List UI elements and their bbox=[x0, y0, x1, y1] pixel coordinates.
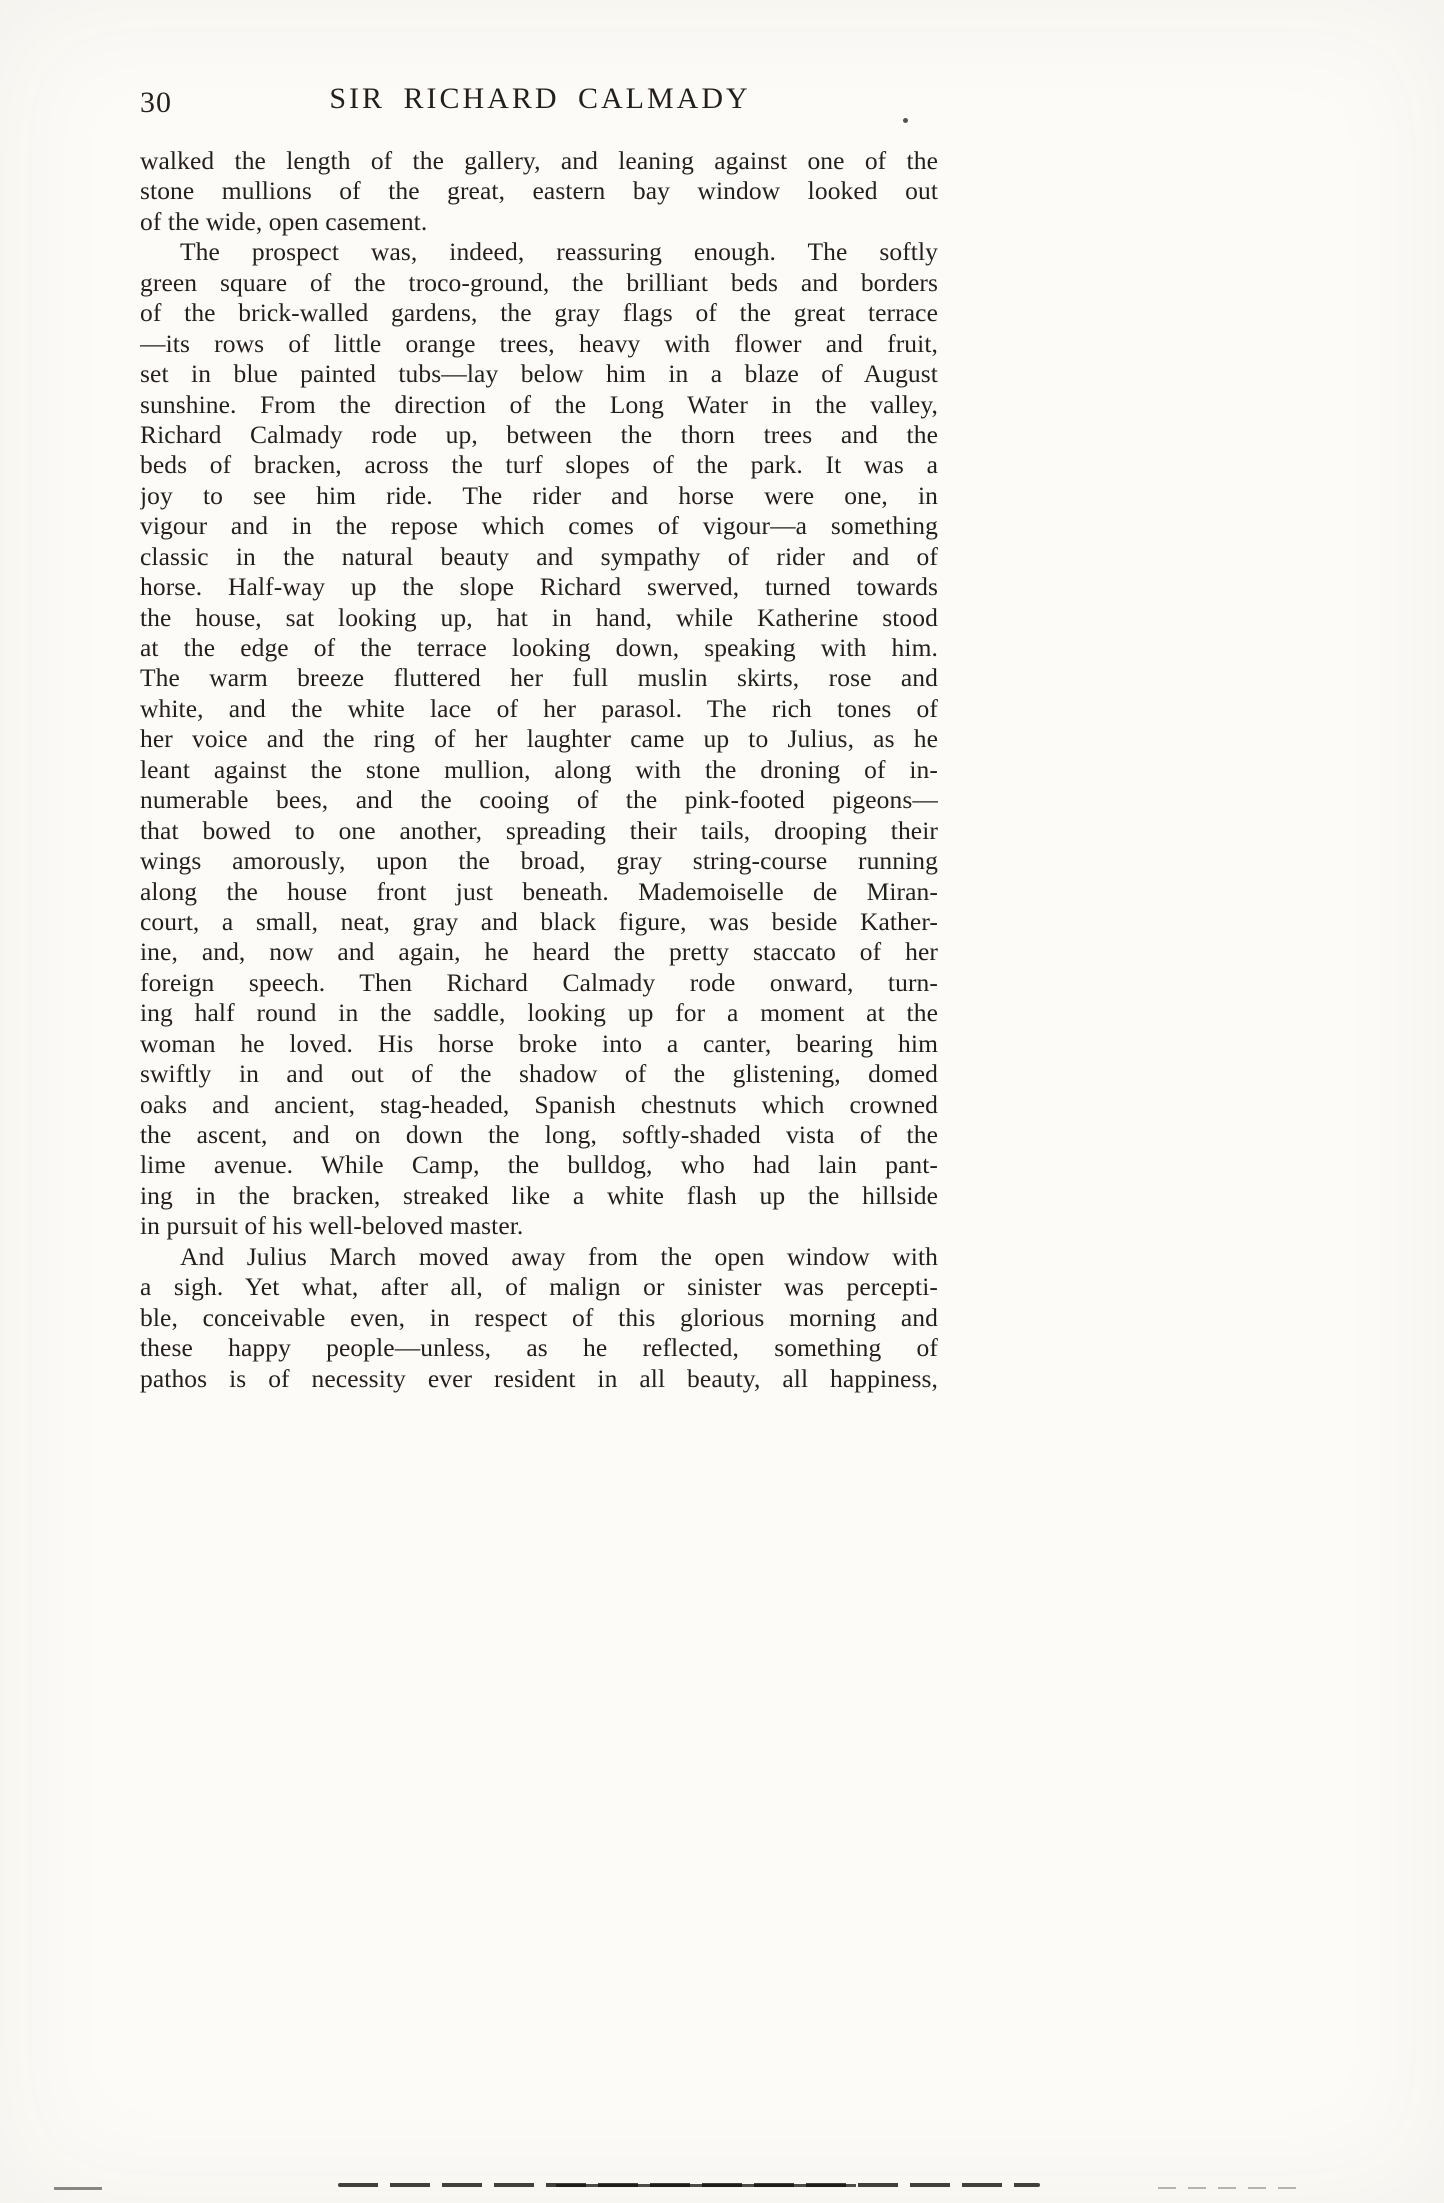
text-line: classic in the natural beauty and sympathy of rider and of bbox=[140, 541, 938, 571]
text-line: The warm breeze fluttered her full muslin skirts, rose and bbox=[140, 663, 938, 693]
text-line: —its rows of little orange trees, heavy with flower and fruit, bbox=[140, 328, 938, 358]
text-line: vigour and in the repose which comes of vigour—a something bbox=[140, 511, 938, 541]
text-line: woman he loved. His horse broke into a canter, bearing him bbox=[140, 1028, 938, 1058]
text-line: of the brick-walled gardens, the gray flags of the great terrace bbox=[140, 298, 938, 328]
text-line: of the wide, open casement. bbox=[140, 206, 428, 236]
text-line: oaks and ancient, stag-headed, Spanish chestnuts which crowned bbox=[140, 1089, 938, 1119]
scan-edge-artifact bbox=[556, 2184, 856, 2187]
page-header bbox=[140, 82, 940, 122]
text-line: Richard Calmady rode up, between the thorn trees and the bbox=[140, 419, 938, 449]
text-line: these happy people—unless, as he reflected, something of bbox=[140, 1333, 938, 1363]
text-line: ing half round in the saddle, looking up for a moment at the bbox=[140, 998, 938, 1028]
text-line: horse. Half-way up the slope Richard swerved, turned towards bbox=[140, 572, 938, 602]
text-line: lime avenue. While Camp, the bulldog, who had lain pant- bbox=[140, 1150, 938, 1180]
text-line: joy to see him ride. The rider and horse were one, in bbox=[140, 480, 938, 510]
text-line: walked the length of the gallery, and leaning against one of the bbox=[140, 146, 938, 175]
text-line: And Julius March moved away from the open window with bbox=[180, 1241, 938, 1271]
text-line: her voice and the ring of her laughter came up to Julius, as he bbox=[140, 724, 938, 754]
body-text bbox=[140, 146, 938, 1394]
text-line: swiftly in and out of the shadow of the glistening, domed bbox=[140, 1059, 938, 1089]
text-line: sunshine. From the direction of the Long Water in the valley, bbox=[140, 389, 938, 419]
text-line: the ascent, and on down the long, softly-shaded vista of the bbox=[140, 1120, 938, 1149]
text-line: wings amorously, upon the broad, gray string-course running bbox=[140, 846, 938, 876]
text-line: stone mullions of the great, eastern bay window looked out bbox=[140, 176, 938, 206]
text-line: ine, and, now and again, he heard the pretty staccato of her bbox=[140, 937, 938, 967]
text-line: foreign speech. Then Richard Calmady rode onward, turn- bbox=[140, 967, 938, 997]
text-line: in pursuit of his well-beloved master. bbox=[140, 1211, 524, 1241]
text-line: ble, conceivable even, in respect of this glorious morning and bbox=[140, 1302, 938, 1332]
text-line: green square of the troco-ground, the brilliant beds and borders bbox=[140, 267, 938, 297]
scan-edge-artifact bbox=[54, 2187, 102, 2190]
text-line: a sigh. Yet what, after all, of malign or sinister was percepti- bbox=[140, 1272, 938, 1302]
text-line: pathos is of necessity ever resident in all beauty, all happiness, bbox=[140, 1363, 938, 1393]
page-number: 30 bbox=[140, 86, 172, 119]
text-line: white, and the white lace of her parasol. The rich tones of bbox=[140, 693, 938, 723]
text-line: court, a small, neat, gray and black figure, was beside Kather- bbox=[140, 906, 938, 936]
scan-edge-artifact bbox=[1158, 2187, 1308, 2189]
text-line: along the house front just beneath. Mademoiselle de Miran- bbox=[140, 876, 938, 906]
text-line: the house, sat looking up, hat in hand, while Katherine stood bbox=[140, 602, 938, 632]
running-title: SIR RICHARD CALMADY bbox=[329, 82, 751, 115]
text-line: ing in the bracken, streaked like a white flash up the hillside bbox=[140, 1180, 938, 1210]
text-line: at the edge of the terrace looking down, speaking with him. bbox=[140, 633, 938, 662]
text-line: that bowed to one another, spreading their tails, drooping their bbox=[140, 815, 938, 845]
text-line: set in blue painted tubs—lay below him in a blaze of August bbox=[140, 359, 938, 389]
text-line: leant against the stone mullion, along with the droning of in- bbox=[140, 754, 938, 784]
text-line: beds of bracken, across the turf slopes of the park. It was a bbox=[140, 450, 938, 480]
scan-speck bbox=[903, 118, 908, 123]
text-line: The prospect was, indeed, reassuring enough. The softly bbox=[180, 237, 938, 267]
text-line: numerable bees, and the cooing of the pink-footed pigeons— bbox=[140, 785, 938, 815]
